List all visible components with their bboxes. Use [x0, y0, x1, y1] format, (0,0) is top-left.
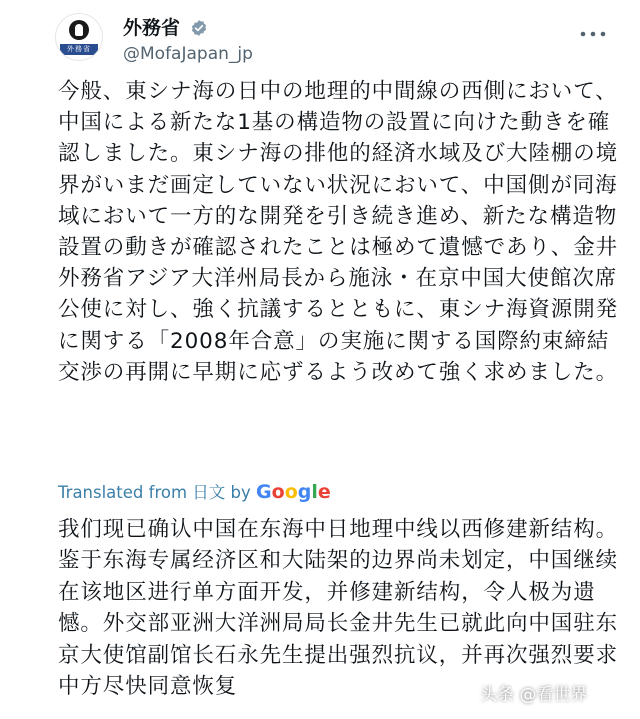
mofa-emblem-icon [69, 20, 89, 40]
avatar-label: 外務省 [60, 44, 98, 55]
google-logo: Google [256, 481, 331, 503]
avatar[interactable] [55, 13, 103, 61]
tweet-text: 今般、東シナ海の日中の地理的中間線の西側において、中国による新たな1基の構造物の設置に向けた動きを確認しました。東シナ海の排他的経済水域及び大陸棚の境界がいまだ画定していない状況において、中国側が同海域において一方的な開発を引き続き進め、新たな構造物設置の動きが確認されたことは極めて遺憾であり、金井外務省アジア大洋州局長から施泳・在京中国大使館次席公使に対し、強く抗議するとともに、東シナ海資源開発に関する「2008年合意」の実施に関する国際約束締結交渉の再開に早期に応ずるよう改めて強く求めました。 [58, 79, 619, 385]
translated-from-link[interactable] [58, 480, 331, 505]
account-name[interactable]: 外務省 [123, 17, 181, 39]
account-handle[interactable]: @MofaJapan_jp [123, 44, 253, 64]
tweet-header [0, 0, 640, 76]
watermark: 头条 @看世界 [480, 685, 588, 705]
more-horizontal-icon[interactable] [578, 24, 608, 44]
translated-prefix: Translated from 日文 by [58, 483, 257, 502]
translation-text: 我们现已确认中国在东海中日地理中线以西修建新结构。鉴于东海专属经济区和大陆架的边界尚未划定，中国继续在该地区进行单方面开发，并修建新结构，令人极为遗憾。外交部亚洲大洋洲局局长金井先生已就此向中国驻东京大使馆副馆长石永先生提出强烈抗议，并再次强烈要求中方尽快同意恢复 [58, 517, 619, 700]
verified-badge-icon [190, 19, 208, 37]
